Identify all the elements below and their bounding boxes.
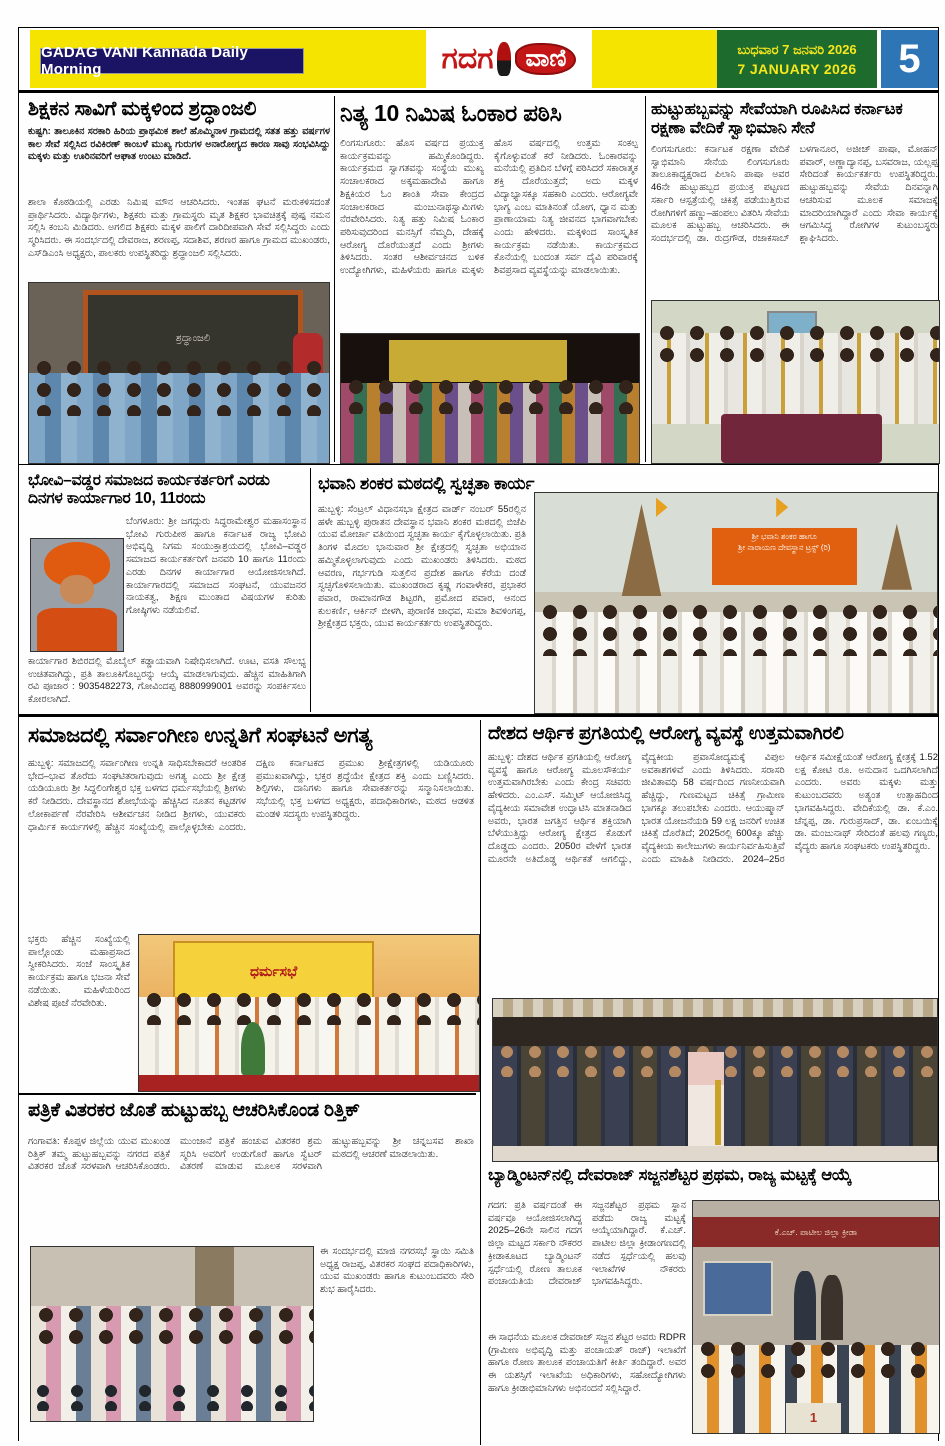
students-heads [29,359,329,417]
temple-cleanup-group-photo [534,492,938,714]
headline-huttuhabba: ಹುಟ್ಟುಹಬ್ಬವನ್ನು ಸೇವೆಯಾಗಿ ರೂಪಿಸಿದ ಕರ್ನಾಟಕ ರಕ್ಷಣಾ ವೇದಿಕೆ ಸ್ವಾಭಿಮಾನಿ ಸೇನೆ [651,100,903,137]
wall-poster [703,1261,773,1316]
col-divider [645,96,646,462]
sign-line1: ಶ್ರೀ ಭವಾನಿ ಶಂಕರ ಹಾಗೂ [751,532,817,542]
logo-word-gadag: ಗದಗ [441,42,494,75]
swami-face [60,575,95,604]
headline-bhovi: ಭೋವಿ–ವಡ್ಡರ ಸಮಾಜದ ಕಾರ್ಯಕರ್ತರಿಗೆ ಎರಡು ದಿನಗಳ ಕಾರ್ಯಾಗಾರ 10, 11ರಂದು [28,472,270,507]
classroom-tribute-photo [28,282,330,464]
article-body: ಶಾಲಾ ಕೊಠಡಿಯಲ್ಲಿ ಎರಡು ನಿಮಿಷ ಮೌನ ಆಚರಿಸಿದರು. ಇಂತಹ ಘಟನೆ ಮರುಕಳಿಸದಂತೆ ಪ್ರಾರ್ಥಿಸಿದರು. ವಿದ್ಯಾರ್ಥಿಗಳು, ಶಿಕ್ಷಕರು ಮತ್ತು ಗ್ರಾಮಸ್ಥರು ಮೃತ ಶಿಕ್ಷಕರ ಭಾವಚಿತ್ರಕ್ಕೆ ಪುಷ್ಪ ನಮನ ಸಲ್ಲಿಸಿ ಕಂಬನಿ ಮಿಡಿದರು. ಅಗಲಿದ ಶಿಕ್ಷಕರು ಮಕ್ಕಳ ಪಾಲಿಗೆ ದಾರಿದೀಪವಾಗಿ ಸೇವೆ ಸಲ್ಲಿಸಿದ್ದರು ಎಂದು ಸ್ಮರಿಸಿದರು. ಈ ಸಂದರ್ಭದಲ್ಲಿ ದೇವರಾಜ, ಶರಣಪ್ಪ, ಸದಾಶಿವ, ಶರಣರ ಹಾಗೂ ಗ್ರಾಮದ ಮುಖಂಡರು, ಎಸ್‌ಡಿಎಂಸಿ ಅಧ್ಯಕ್ಷರು, ಪಾಲಕರು ಉಪಸ್ಥಿತರಿದ್ದು ಶ್ರದ್ಧಾಂಜಲಿ ಸಲ್ಲಿಸಿದರು. [28,197,330,259]
gift-distribution-photo [30,1246,314,1422]
stadium-signboard [693,1217,939,1247]
headline-samaja: ಸಮಾಜದಲ್ಲಿ ಸರ್ವಾಂಗೀಣ ಉನ್ನತಿಗೆ ಸಂಘಟನೆ ಅಗತ್ಯ [28,724,373,747]
temple-tower [615,504,667,596]
row-rule-thick [18,714,938,717]
stadium-sign-text: ಕೆ.ಎಚ್. ಪಾಟೀಲ ಜಿಲ್ಲಾ ಕ್ರೀಡಾ [774,1226,858,1237]
article-body: ಗಂಗಾವತಿ: ಕೊಪ್ಪಳ ಜಿಲ್ಲೆಯ ಯುವ ಮುಖಂಡ ರಿತ್ತಿಕ್ ತಮ್ಮ ಹುಟ್ಟುಹಬ್ಬವನ್ನು ನಗರದ ಪತ್ರಿಕೆ ವಿತರಕರ ಜೊತೆ ಸರಳವಾಗಿ ಆಚರಿಸಿಕೊಂಡರು. ಮುಂಜಾನೆ ಪತ್ರಿಕೆ ಹಂಚುವ ವಿತರಕರ ಶ್ರಮ ಸ್ಮರಿಸಿ ಅವರಿಗೆ ಉಡುಗೊರೆ ಹಾಗೂ ಸ್ವೆಟರ್ ವಿತರಣೆ ಮಾಡುವ ಮೂಲಕ ಸರಳವಾಗಿ ಹುಟ್ಟುಹಬ್ಬವನ್ನು ಶ್ರೀ ಚನ್ನಬಸವ ಶಾಖಾ ಮಠದಲ್ಲಿ ಆಚರಣೆ ಮಾಡಲಾಯಿತು. [28,1136,474,1173]
masthead-title: GADAG VANI Kannada Daily Morning [40,48,304,74]
volunteers-heads [652,324,939,366]
headline-patrike: ಪತ್ರಿಕೆ ವಿತರಕರ ಜೊತೆ ಹುಟ್ಟುಹಬ್ಬ ಆಚರಿಸಿಕೊಂಡ ರಿತ್ತಿಕ್ [28,1100,360,1121]
swami-portrait-photo [30,538,124,652]
night-event-photo [340,333,640,464]
article-body: ಹುಬ್ಬಳ್ಳಿ: ದೇಶದ ಆರ್ಥಿಕ ಪ್ರಗತಿಯಲ್ಲಿ ಆರೋಗ್ಯ ವ್ಯವಸ್ಥೆ ಹಾಗೂ ಆರೋಗ್ಯ ಮೂಲಸೌಕರ್ಯ ಉತ್ತಮವಾಗಿರಬೇಕು ಎಂದು ಕೇಂದ್ರ ಸಚಿವರು ಹೇಳಿದರು. ಎಂ.ಎಸ್. ಸಮ್ಮಿಟ್ ಆಯೋಜಿಸಿದ್ದ ವೈದ್ಯಕೀಯ ಸಮಾವೇಶ ಉದ್ಘಾಟಿಸಿ ಮಾತನಾಡಿದ ಅವರು, ಭಾರತ ಜಗತ್ತಿನ ಆರ್ಥಿಕ ಶಕ್ತಿಯಾಗಿ ಬೆಳೆಯುತ್ತಿದ್ದು ಆರೋಗ್ಯ ಕ್ಷೇತ್ರದ ಕೊಡುಗೆ ದೊಡ್ಡದು ಎಂದರು. 2050ರ ವೇಳೆಗೆ ಭಾರತ ಮೂರನೇ ಅತಿದೊಡ್ಡ ಆರ್ಥಿಕತೆ ಆಗಲಿದ್ದು, ವೈದ್ಯಕೀಯ ಪ್ರವಾಸೋದ್ಯಮಕ್ಕೆ ವಿಪುಲ ಅವಕಾಶಗಳಿವೆ ಎಂದು ತಿಳಿಸಿದರು. ಸರಾಸರಿ ಜೀವಿತಾವಧಿ 58 ವರ್ಷದಿಂದ ಗಣನೀಯವಾಗಿ ಹೆಚ್ಚಿದ್ದು, ಗುಣಮಟ್ಟದ ಚಿಕಿತ್ಸೆ ಗ್ರಾಮೀಣ ಭಾಗಕ್ಕೂ ತಲುಪಬೇಕು ಎಂದರು. ಆಯುಷ್ಮಾನ್ ಭಾರತ ಯೋಜನೆಯಡಿ 59 ಲಕ್ಷ ಜನರಿಗೆ ಉಚಿತ ಚಿಕಿತ್ಸೆ ದೊರೆತಿದೆ; 2025ರಲ್ಲಿ 600ಕ್ಕೂ ಹೆಚ್ಚು ವೈದ್ಯಕೀಯ ಕಾಲೇಜುಗಳು ಕಾರ್ಯನಿರ್ವಹಿಸುತ್ತಿವೆ ಎಂದು ಮಾಹಿತಿ ನೀಡಿದರು. 2024–25ರ ಆರ್ಥಿಕ ಸಮೀಕ್ಷೆಯಂತೆ ಆರೋಗ್ಯ ಕ್ಷೇತ್ರಕ್ಕೆ 1.52 ಲಕ್ಷ ಕೋಟಿ ರೂ. ಅನುದಾನ ಒದಗಿಸಲಾಗಿದೆ ಎಂದರು. ಅವರು ಮಕ್ಕಳು ಮತ್ತು ಕುಟುಂಬದವರು ಅತ್ಯಂತ ಉತ್ಸಾಹದಿಂದ ಭಾಗವಹಿಸಿದ್ದರು. ವೇದಿಕೆಯಲ್ಲಿ ಡಾ. ಕೆ.ಎಂ. ಚೆನ್ನಪ್ಪ, ಡಾ. ಗುರುಪ್ರಸಾದ್, ಡಾ. ಏಂಬಯಿಕ್ಕೆ ಡಾ. ಮಂಜುನಾಥ್ ಸೇರಿದಂತೆ ಹಲವು ಗಣ್ಯರು, ವೈದ್ಯರು ಹಾಗೂ ಸಂಘಟಕರು ಉಪಸ್ಥಿತರಿದ್ದರು. [488,752,938,865]
headline-desha: ದೇಶದ ಆರ್ಥಿಕ ಪ್ರಗತಿಯಲ್ಲಿ ಆರೋಗ್ಯ ವ್ಯವಸ್ಥೆ ಉತ್ತಮವಾಗಿರಲಿ [488,722,844,743]
col-divider [480,720,481,1445]
attendees-heads [341,378,639,414]
logo-figure-icon [497,42,511,76]
runnerup-figure [821,1275,843,1340]
article-body-continued: ಈ ಸಂದರ್ಭದಲ್ಲಿ ಮಾಜಿ ನಗರಸಭೆ ಸ್ಥಾಯಿ ಸಮಿತಿ ಅಧ್ಯಕ್ಷ ರಾಜಪ್ಪ, ವಿತರಕರ ಸಂಘದ ಪದಾಧಿಕಾರಿಗಳು, ಯುವ ಮುಖಂಡರು ಹಾಗೂ ಕುಟುಂಬದವರು ಸೇರಿ ಶುಭ ಹಾರೈಸಿದರು. [320,1246,474,1296]
event-banner [389,340,568,381]
lamp-lighting-photo [492,998,938,1162]
col-divider [310,468,311,712]
red-carpet [139,1075,479,1091]
hospital-bed [721,414,882,463]
article-body: ಹುಬ್ಬಳ್ಳಿ: ಸೆಂಟ್ರಲ್ ವಿಧಾನಸಭಾ ಕ್ಷೇತ್ರದ ವಾರ್ಡ್ ನಂಬರ್ 55ರಲ್ಲಿನ ಹಳೇ ಹುಬ್ಬಳ್ಳಿ ಪುರಾತನ ದೇವಸ್ಥಾನ ಭವಾನಿ ಶಂಕರ ಮಠದಲ್ಲಿ ಬಿಜೆಪಿ ಯುವ ಮೋರ್ಚಾ ವತಿಯಿಂದ ಸ್ವಚ್ಛತಾ ಕಾರ್ಯ ಕೈಗೊಳ್ಳಲಾಯಿತು. ಪ್ರತಿ ತಿಂಗಳ ಮೊದಲ ಭಾನುವಾರ ಶ್ರೀ ಕ್ಷೇತ್ರದಲ್ಲಿ ಸ್ವಚ್ಛತಾ ಅಭಿಯಾನ ಹಮ್ಮಿಕೊಳ್ಳಲಾಗುವುದು ಎಂದು ಮುಖಂಡರು ತಿಳಿಸಿದರು. ಮಠದ ಆವರಣ, ಗರ್ಭಗುಡಿ ಸುತ್ತಲಿನ ಪ್ರದೇಶ ಹಾಗೂ ಕೆರೆಯ ದಂಡೆ ಸ್ವಚ್ಛಗೊಳಿಸಲಾಯಿತು. ಮುಖಂಡರಾದ ಕೃಷ್ಣ ಗಂವಾಳೇಕರ, ಪ್ರಭಾಕರ ಪವಾರ, ರಾಮಾನಗೌಡ ಶಿಟ್ಟರಗಿ, ಪ್ರಮೋದ ಪವಾರ, ಆನಂದ ಕುಲಕರ್ಣಿ, ಆರ್ಕಿನ್ ಬೀಳಗಿ, ಪುರಾಣಿಕ ಜಾಧವ, ಸುಮಾ ಶಿವಳಿಂಗಪ್ಪ, ಶ್ರೀಕ್ಷೇತ್ರದ ಭಕ್ತರು, ಯುವ ಕಾರ್ಯಕರ್ತರು ಉಪಸ್ಥಿತರಿದ್ದರು. [318,504,526,630]
article-body: ಲಿಂಗಸುಗೂರು: ಕರ್ನಾಟಕ ರಕ್ಷಣಾ ವೇದಿಕೆ ಸ್ವಾಭಿಮಾನಿ ಸೇನೆಯ ಲಿಂಗಸುಗೂರು ತಾಲೂಕಾಧ್ಯಕ್ಷರಾದ ಪಿಲಾನಿ ಪಾಷಾ ಅವರ 46ನೇ ಹುಟ್ಟುಹಬ್ಬದ ಪ್ರಯುಕ್ತ ಪಟ್ಟಣದ ಸರ್ಕಾರಿ ಆಸ್ಪತ್ರೆಯಲ್ಲಿ ಚಿಕಿತ್ಸೆ ಪಡೆಯುತ್ತಿರುವ ರೋಗಿಗಳಿಗೆ ಹಣ್ಣು–ಹಂಪಲು ವಿತರಿಸಿ ಸೇವೆಯ ಮೂಲಕ ಹುಟ್ಟುಹಬ್ಬ ಆಚರಿಸಿದರು. ಈ ಸಂದರ್ಭದಲ್ಲಿ ಡಾ. ರುದ್ರಗೌಡ, ರಜಾಕಸಾಬ್ ಬಳಗಾನೂರ, ಅಜೀಜ್ ಪಾಷಾ, ಮೋಹನ್ ಪವಾರ್, ಅಣ್ಣಾದ್ಯಾನಪ್ಪ, ಬಸವರಾಜ, ಯಲ್ಲಪ್ಪ ಸೇರಿದಂತೆ ಕಾರ್ಯಕರ್ತರು ಉಪಸ್ಥಿತರಿದ್ದರು. ಹುಟ್ಟುಹಬ್ಬವನ್ನು ಸೇವೆಯ ದಿನವನ್ನಾಗಿ ಆಚರಿಸುವ ಮೂಲಕ ಸಮಾಜಕ್ಕೆ ಮಾದರಿಯಾಗಿದ್ದಾರೆ ಎಂದು ಸೇವಾ ಕಾರ್ಯಕ್ಕೆ ಆಗಮಿಸಿದ್ದ ರೋಗಿಗಳ ಕುಟುಂಬಸ್ಥರು ಶ್ಲಾಘಿಸಿದರು. [651,144,938,245]
article-body-continued: ಭಕ್ತರು ಹೆಚ್ಚಿನ ಸಂಖ್ಯೆಯಲ್ಲಿ ಪಾಲ್ಗೊಂಡು ಮಹಾಪ್ರಸಾದ ಸ್ವೀಕರಿಸಿದರು. ಸಂಜೆ ಸಾಂಸ್ಕೃತಿಕ ಕಾರ್ಯಕ್ರಮ ಹಾಗೂ ಭಜನಾ ಸೇವೆ ನಡೆಯಿತು. ಮಹಿಳೆಯರಿಂದ ವಿಶೇಷ ಪೂಜೆ ನೆರವೇರಿತು. [28,934,130,1009]
masthead-logo [426,30,592,88]
headline-badminton: ಬ್ಯಾಡ್ಮಿಂಟನ್‌ನಲ್ಲಿ ದೇವರಾಜ್ ಸಜ್ಜನಶೆಟ್ಟರ ಪ್ರಥಮ, ರಾಜ್ಯ ಮಟ್ಟಕ್ಕೆ ಆಯ್ಕೆ [488,1166,852,1184]
date-kannada: ಬುಧವಾರ 7 ಜನವರಿ 2026 [737,41,857,57]
article-body: ಗದಗ: ಪ್ರತಿ ವರ್ಷದಂತೆ ಈ ವರ್ಷವೂ ಆಯೋಜಿಸಲಾಗಿದ್ದ 2025–26ನೇ ಸಾಲಿನ ಗದಗ ಜಿಲ್ಲಾ ಮಟ್ಟದ ಸರ್ಕಾರಿ ನೌಕರರ ಕ್ರೀಡಾಕೂಟದ ಬ್ಯಾಡ್ಮಿಂಟನ್ ಸ್ಪರ್ಧೆಯಲ್ಲಿ ರೋಣ ತಾಲೂಕ ಪಂಚಾಯತಿಯ ದೇವರಾಜ್ ಸಜ್ಜನಶೆಟ್ಟರ ಪ್ರಥಮ ಸ್ಥಾನ ಪಡೆದು ರಾಜ್ಯ ಮಟ್ಟಕ್ಕೆ ಆಯ್ಕೆಯಾಗಿದ್ದಾರೆ. ಕೆ.ಎಚ್. ಪಾಟೀಲ ಜಿಲ್ಲಾ ಕ್ರೀಡಾಂಗಣದಲ್ಲಿ ನಡೆದ ಸ್ಪರ್ಧೆಯಲ್ಲಿ ಹಲವು ಇಲಾಖೆಗಳ ನೌಕರರು ಭಾಗವಹಿಸಿದ್ದರು. [488,1200,686,1288]
saffron-flag-icon [656,497,668,517]
saffron-flag-icon [776,497,788,517]
article-body-continued: ಕಾರ್ಯಾಗಾರ ಶಿಬಿರದಲ್ಲಿ ಮೊಬೈಲ್ ಕಡ್ಡಾಯವಾಗಿ ನಿಷೇಧಿಸಲಾಗಿದೆ. ಊಟ, ವಸತಿ ಸೌಲಭ್ಯ ಉಚಿತವಾಗಿದ್ದು, ಪ್ರತಿ ತಾಲೂಕಿಗೊಬ್ಬರನ್ನು ಆಯ್ಕೆ ಮಾಡಲಾಗುವುದು. ಹೆಚ್ಚಿನ ಮಾಹಿತಿಗಾಗಿ ರವಿ ಪೂಜಾರ : 9035482273, ಗೋವಿಂದಪ್ಪ 8880999001 ಅವರನ್ನು ಸಂಪರ್ಕಿಸಲು ಕೋರಲಾಗಿದೆ. [28,656,306,706]
article-body: ಬೆಂಗಳೂರು: ಶ್ರೀ ಜಗದ್ಗುರು ಸಿದ್ಧರಾಮೇಶ್ವರ ಮಹಾಸಂಸ್ಥಾನ ಭೋವಿ ಗುರುಪೀಠ ಹಾಗೂ ಕರ್ನಾಟಕ ರಾಜ್ಯ ಭೋವಿ ಅಭಿವೃದ್ಧಿ ನಿಗಮ ಸಂಯುಕ್ತಾಶ್ರಯದಲ್ಲಿ ಭೋವಿ–ವಡ್ಡರ ಸಮಾಜದ ಕಾರ್ಯಕರ್ತರಿಗೆ ಜನವರಿ 10 ಹಾಗೂ 11ರಂದು ಎರಡು ದಿನಗಳ ಕಾರ್ಯಾಗಾರ ಆಯೋಜಿಸಲಾಗಿದೆ. ಕಾರ್ಯಾಗಾರದಲ್ಲಿ ಸಮಾಜದ ಸಂಘಟನೆ, ಯುವಜನರ ನಾಯಕತ್ವ, ಶಿಕ್ಷಣ ಮುಂತಾದ ವಿಷಯಗಳ ಕುರಿತು ಗೋಷ್ಠಿಗಳು ನಡೆಯಲಿವೆ. [126,516,306,617]
sign-line2: ಶ್ರೀ ನಾರಾಯಣ ದೇವಸ್ಥಾನ ಟ್ರಸ್ಟ್ (ರಿ) [738,542,831,552]
logo-word-vani: ವಾಣಿ [515,43,576,75]
article-lead: ಕುಷ್ಟಗಿ: ತಾಲೂಕಿನ ಸರಕಾರಿ ಹಿರಿಯ ಪ್ರಾಥಮಿಕ ಶಾಲೆ ಹೊಮ್ಮಿನಾಳ ಗ್ರಾಮದಲ್ಲಿ ಸತತ ಹತ್ತು ವರ್ಷಗಳ ಕಾಲ ಸೇವೆ ಸಲ್ಲಿಸಿದ ರವಿಕಿರಣ್ ಕಾಂಬಳೆ ಮುಖ್ಯ ಗುರುಗಳ ಅನಾರೋಗ್ಯದ ಕಾರಣ ಸಾವು ಸಂಭವಿಸಿದ್ದು ಮಕ್ಕಳು ಮತ್ತು ಊರಿನವರಿಗೆ ಆಘಾತ ಉಂಟು ಮಾಡಿದೆ. [28,126,330,163]
podium-rank-text: 1 [809,1410,818,1426]
gift-bags [31,1383,313,1411]
spectators-heads [693,1340,939,1382]
row-rule [18,464,938,465]
temple-tower-small [877,524,917,590]
dignitaries-heads [139,991,479,1025]
headline-omkara: ನಿತ್ಯ 10 ನಿಮಿಷ ಓಂಕಾರ ಪಠಿಸಿ [340,100,562,126]
crowd-heads [535,603,937,656]
article-body: ಲಿಂಗಸುಗೂರು: ಹೊಸ ವರ್ಷದ ಪ್ರಯುಕ್ತ ಕಾರ್ಯಕ್ರಮವನ್ನು ಹಮ್ಮಿಕೊಂಡಿದ್ದರು. ಕಾರ್ಯಕ್ರಮದ ಸ್ವಾಗತವನ್ನು ಸಂಸ್ಥೆಯ ಮುಖ್ಯ ಸಂಚಾಲಕರಾದ ಅಕ್ಕಮಹಾದೇವಿ ಹಾಗೂ ಶಿಕ್ಷಕಿಯರ ಓಂ ಶಾಂತಿ ಸೇವಾ ಕೇಂದ್ರದ ಸಂಚಾಲಕರಾದ ಮಂಜುನಾಥಸ್ವಾಮಿಗಳು ನೆರವೇರಿಸಿದರು. ನಿತ್ಯ ಹತ್ತು ನಿಮಿಷ ಓಂಕಾರ ಪಠಿಸುವುದರಿಂದ ಮನಸ್ಸಿಗೆ ನೆಮ್ಮದಿ, ದೇಹಕ್ಕೆ ಆರೋಗ್ಯ ದೊರೆಯುತ್ತದೆ ಎಂದು ಶ್ರೀಗಳು ತಿಳಿಸಿದರು. ಸಂತರ ಆಶೀರ್ವಚನದ ಬಳಿಕ ಉದ್ಯೋಗಿಗಳು, ಮಹಿಳೆಯರು ಹಾಗೂ ಮಕ್ಕಳು ಹೊಸ ವರ್ಷದಲ್ಲಿ ಉತ್ತಮ ಸಂಕಲ್ಪ ಕೈಗೊಳ್ಳುವಂತೆ ಕರೆ ನೀಡಿದರು. ಓಂಕಾರವನ್ನು ಮನೆಯಲ್ಲಿ ಪ್ರತಿದಿನ ಬೆಳಗ್ಗೆ ಪಠಿಸಿದರೆ ಸಕಾರಾತ್ಮಕ ಶಕ್ತಿ ದೊರೆಯುತ್ತದೆ; ಅದು ಮಕ್ಕಳ ವಿದ್ಯಾಭ್ಯಾಸಕ್ಕೂ ಸಹಕಾರಿ ಎಂದರು. ಆರೋಗ್ಯವೇ ಭಾಗ್ಯ ಎಂಬ ಮಾತಿನಂತೆ ಯೋಗ, ಧ್ಯಾನ ಮತ್ತು ಪ್ರಾಣಾಯಾಮ ನಿತ್ಯ ಜೀವನದ ಭಾಗವಾಗಬೇಕು ಎಂದು ಹೇಳಿದರು. ಮಕ್ಕಳಿಂದ ಸಾಂಸ್ಕೃತಿಕ ಕಾರ್ಯಕ್ರಮ ನಡೆಯಿತು. ಕಾರ್ಯಕ್ರಮದ ಕೊನೆಯಲ್ಲಿ ಬಂದಂತ ಸರ್ವ ದೈವಿ ಪರಿವಾರಕ್ಕೆ ಶಿವಪ್ರಸಾದ ವ್ಯವಸ್ಥೆಯನ್ನು ಮಾಡಲಾಯಿತು. [340,138,638,277]
banner-text: ಧರ್ಮಸಭೆ [250,962,298,979]
row-rule [18,1093,476,1095]
stage-plant [241,1022,265,1075]
temple-trust-signboard [712,528,857,585]
dharmasabha-stage-photo [138,934,480,1092]
hospital-fruit-distribution-photo [651,300,940,464]
winner-figure [794,1271,816,1341]
blackboard-text: ಶ್ರದ್ಧಾಂಜಲಿ [175,332,211,344]
orange-robe [37,608,118,651]
distributors-heads [31,1306,313,1344]
page-number: 5 [881,30,938,88]
oil-lamp-icon [715,1080,721,1145]
headline-shradhanjali: ಶಿಕ್ಷಕನ ಸಾವಿಗೆ ಮಕ್ಕಳಿಂದ ಶ್ರದ್ಧಾಂಜಲಿ [28,98,257,120]
podium-first-place [786,1403,840,1433]
masthead-date-box [717,30,877,88]
stage-tables [493,1146,937,1161]
top-rule [18,27,938,28]
left-edge-rule [18,27,19,1441]
article-body-continued: ಈ ಸಾಧನೆಯ ಮೂಲಕ ದೇವರಾಜ್ ಸಜ್ಜನ ಶೆಟ್ಟರ ಅವರು RDPR (ಗ್ರಾಮೀಣ ಅಭಿವೃದ್ಧಿ ಮತ್ತು ಪಂಚಾಯತ್ ರಾಜ್) ಇಲಾಖೆಗೆ ಹಾಗೂ ರೋಣ ತಾಲೂಕ ಪಂಚಾಯತಿಗೆ ಕೀರ್ತಿ ತಂದಿದ್ದಾರೆ. ಅವರ ಈ ಯಶಸ್ಸಿಗೆ ಇಲಾಖೆಯ ಅಧಿಕಾರಿಗಳು, ಸಹೋದ್ಯೋಗಿಗಳು ಹಾಗೂ ಕ್ರೀಡಾಭಿಮಾನಿಗಳು ಅಭಿನಂದನೆ ಸಲ್ಲಿಸಿದ್ದಾರೆ. [488,1332,686,1394]
badminton-podium-photo [692,1200,940,1434]
headline-bhavani: ಭವಾನಿ ಶಂಕರ ಮಠದಲ್ಲಿ ಸ್ವಚ್ಛತಾ ಕಾರ್ಯ [318,474,535,493]
date-english: 7 JANUARY 2026 [737,60,857,77]
article-body: ಹುಬ್ಬಳ್ಳಿ: ಸಮಾಜದಲ್ಲಿ ಸರ್ವಾಂಗೀಣ ಉನ್ನತಿ ಸಾಧಿಸಬೇಕಾದರೆ ಆಂತರಿಕ ಭೇದ–ಭಾವ ತೊರೆದು ಸಂಘಟಿತರಾಗುವುದು ಅಗತ್ಯ ಎಂದು ಶ್ರೀ ಕ್ಷೇತ್ರ ಯಡಿಯೂರು ಶ್ರೀ ಸಿದ್ಧಲಿಂಗೇಶ್ವರ ಭಕ್ತ ಬಳಗದ ಧರ್ಮಸಭೆಯಲ್ಲಿ ಶ್ರೀಗಳು ಕರೆ ನೀಡಿದರು. ದೇವಸ್ಥಾನದ ಶೋಭೆಯನ್ನು ಹೆಚ್ಚಿಸಿದ ನೂತನ ಕಟ್ಟಡಗಳ ಲೋಕಾರ್ಪಣೆ ನೆರವೇರಿಸಿ ಆಶೀರ್ವಚನ ನೀಡಿದ ಶ್ರೀಗಳು, ಯುವಕರು ಧಾರ್ಮಿಕ ಕಾರ್ಯಗಳಲ್ಲಿ ಹೆಚ್ಚಿನ ಸಂಖ್ಯೆಯಲ್ಲಿ ಪಾಲ್ಗೊಳ್ಳಬೇಕು ಎಂದರು. ದಕ್ಷಿಣ ಕರ್ನಾಟಕದ ಪ್ರಮುಖ ಶ್ರೀಕ್ಷೇತ್ರಗಳಲ್ಲಿ ಯಡಿಯೂರು ಪ್ರಮುಖವಾಗಿದ್ದು, ಭಕ್ತರ ಶ್ರದ್ಧೆಯೇ ಕ್ಷೇತ್ರದ ಶಕ್ತಿ ಎಂದು ಬಣ್ಣಿಸಿದರು. ಶಿಲ್ಪಿಗಳು, ದಾನಿಗಳು ಹಾಗೂ ಸೇವಾಕರ್ತರನ್ನು ಸನ್ಮಾನಿಸಲಾಯಿತು. ಸಭೆಯಲ್ಲಿ ಭಕ್ತ ಬಳಗದ ಅಧ್ಯಕ್ಷರು, ಪದಾಧಿಕಾರಿಗಳು, ಮಠದ ಆಡಳಿತ ಮಂಡಳಿ ಸದಸ್ಯರು ಉಪಸ್ಥಿತರಿದ್ದರು. [28,758,474,833]
masthead-yellow-right [592,30,717,88]
flower-garland [493,999,937,1017]
masthead-rule [18,90,938,93]
col-divider [334,96,335,462]
